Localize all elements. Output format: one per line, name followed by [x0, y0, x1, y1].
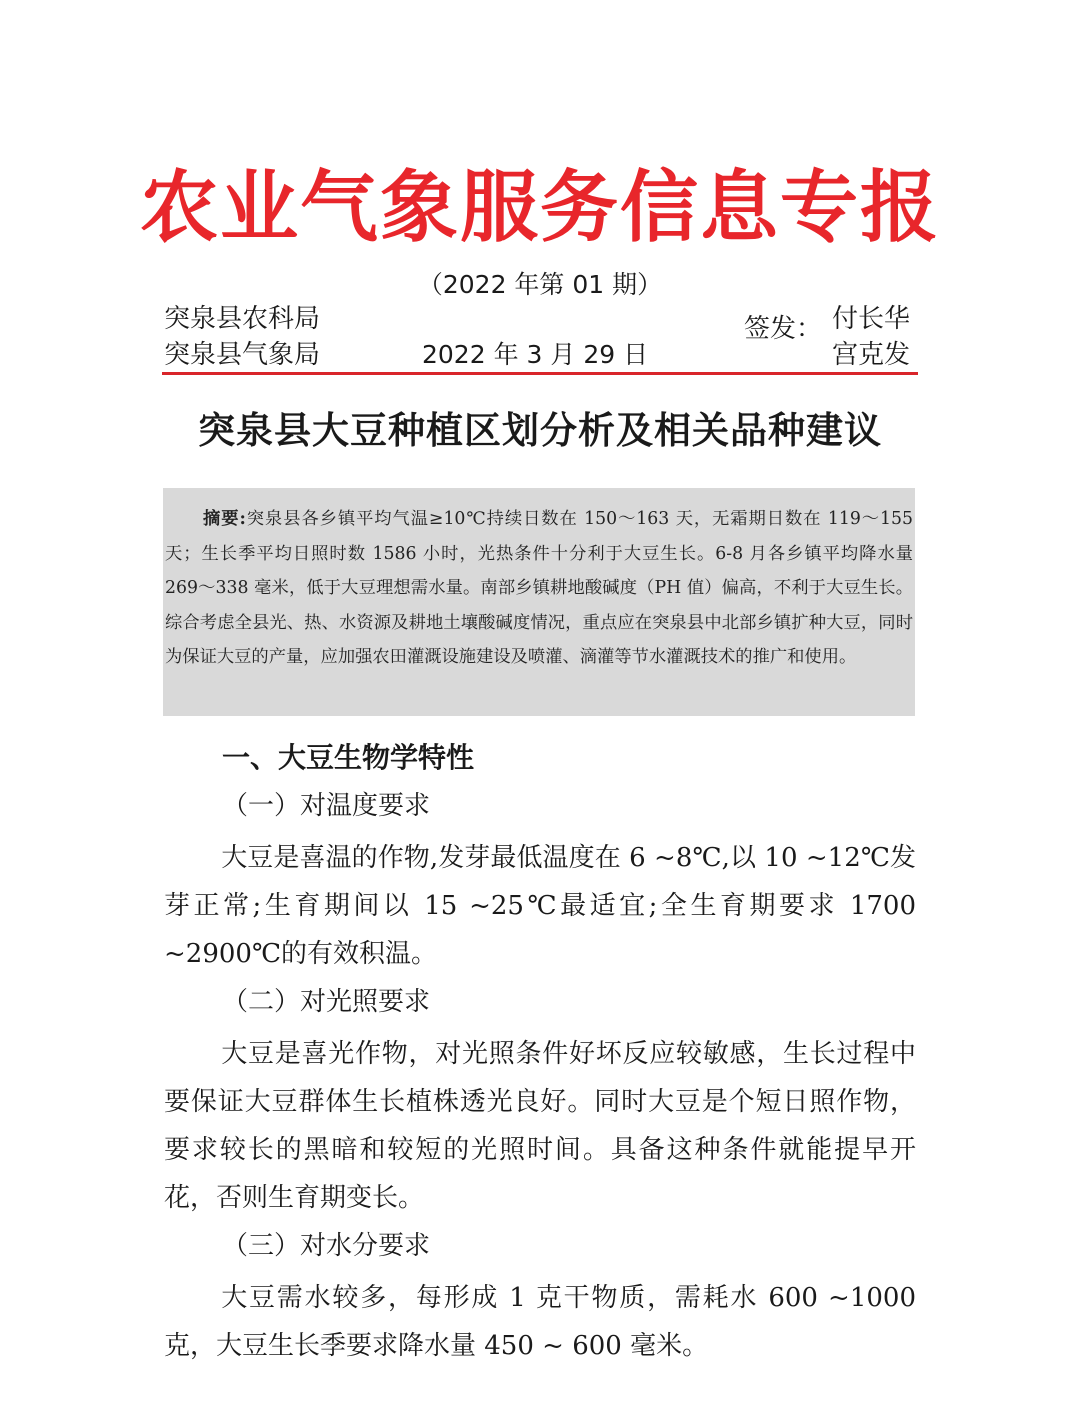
- issuing-org-agriculture: 突泉县农科局: [164, 304, 321, 334]
- article-title: 突泉县大豆种植区划分析及相关品种建议: [198, 408, 882, 452]
- paragraph-light: 大豆是喜光作物，对光照条件好坏反应较敏感，生长过程中要保证大豆群体生长植株透光良好。同时大豆是个短日照作物，要求较长的黑暗和较短的光照时间。具备这种条件就能提早开花，否则生育期变长。: [164, 1039, 916, 1213]
- abstract-label: 摘要:: [203, 509, 246, 529]
- paragraph-water: 大豆需水较多，每形成 1 克干物质，需耗水 600 ~1000 克，大豆生长季要求降水量 450 ~ 600 毫米。: [164, 1283, 916, 1361]
- issue-number: （2022 年第 01 期）: [417, 270, 663, 299]
- signer-2: 宫克发: [832, 340, 911, 370]
- issue-date: 2022 年 3 月 29 日: [422, 340, 649, 369]
- signer-1: 付长华: [832, 304, 911, 334]
- abstract-box: [163, 488, 915, 716]
- paragraph-temperature: 大豆是喜温的作物,发芽最低温度在 6 ~8℃,以 10 ~12℃发芽正常;生育期间以 15 ~25℃最适宜;全生育期要求 1700 ~2900℃的有效积温。: [164, 843, 916, 969]
- subheading-light: （二）对光照要求: [222, 987, 431, 1017]
- subheading-water: （三）对水分要求: [222, 1231, 431, 1261]
- masthead-title: 农业气象服务信息专报: [139, 162, 940, 253]
- abstract-text: 突泉县各乡镇平均气温≥10℃持续日数在 150～163 天，无霜期日数在 119～155 天；生长季平均日照时数 1586 小时，光热条件十分利于大豆生长。6-8 月各乡镇平均降水量 269～338 毫米，低于大豆理想需水量。南部乡镇耕地酸碱度（PH 值）偏高，不利于大豆生长。综合考虑全县光、热、水资源及耕地土壤酸碱度情况，重点应在突泉县中北部乡镇扩种大豆，同时为保证大豆的产量，应加强农田灌溉设施建设及喷灌、滴灌等节水灌溉技术的推广和使用。: [165, 509, 913, 667]
- issuing-org-meteorology: 突泉县气象局: [164, 340, 321, 370]
- sign-label: 签发：: [744, 314, 823, 344]
- section-heading-biology: 一、大豆生物学特性: [222, 741, 475, 774]
- header-divider: [162, 372, 918, 375]
- subheading-temperature: （一）对温度要求: [222, 791, 431, 821]
